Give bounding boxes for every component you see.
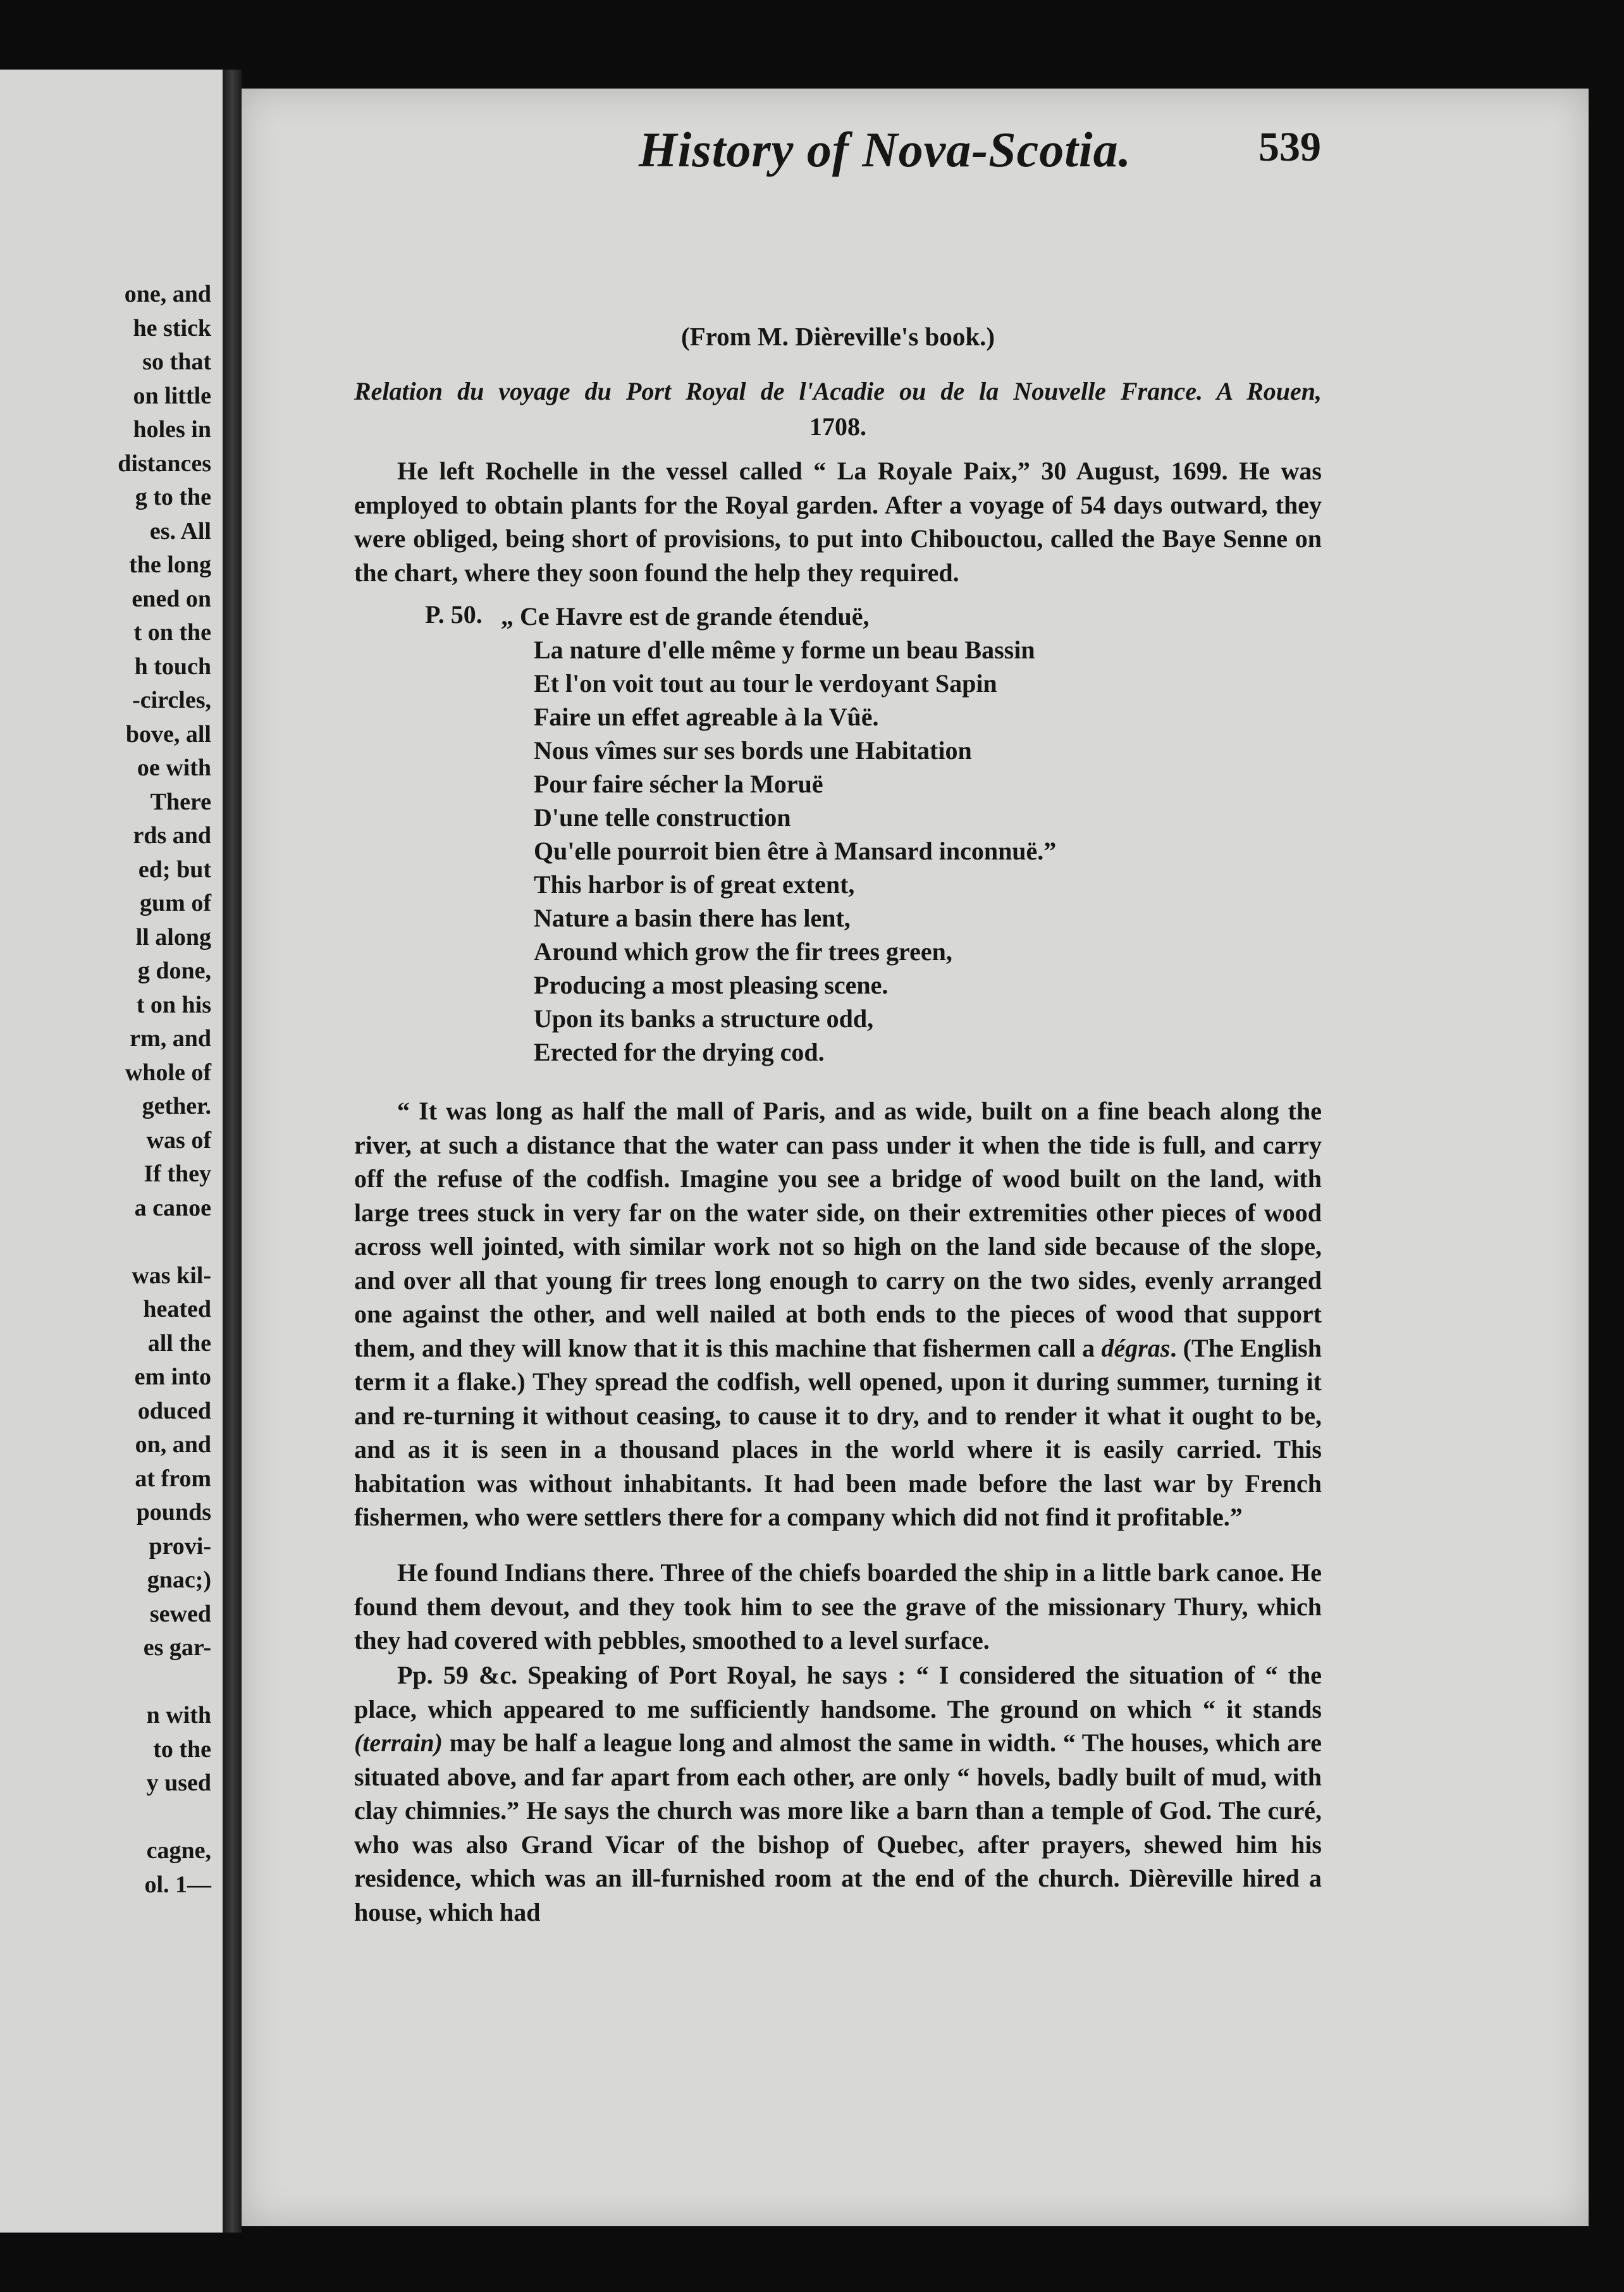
paragraph-text: may be half a league long and almost the same in width. “ The houses, which are situated above, and far apart from each other, are only “ hovels, badly built of mud, with clay chimnies.” He says the church was more like a barn than a temple of God. The curé, who was also Grand Vicar of the bishop of Quebec, after prayers, shewed him his residence, which was an ill-furnished room at the end of the church. Dièreville hired a house, which had [354, 1728, 1322, 1926]
facing-page-line: was kil- [132, 1262, 211, 1289]
facing-page-line: ol. 1— [144, 1871, 211, 1898]
paragraph-indians: He found Indians there. Three of the chiefs boarded the ship in a little bark canoe. He found them devout, and they took him to see the grave of the missionary Thury, which they had covered with pebbles, smoothed to a level surface. [354, 1558, 1322, 1654]
facing-page-line: rm, and [130, 1025, 211, 1052]
facing-page-line: h touch [134, 653, 211, 680]
verse-line: D'une telle construction [534, 803, 791, 832]
verse-block [425, 600, 1056, 1069]
verse-line: Et l'on voit tout au tour le verdoyant Sapin [534, 669, 997, 698]
facing-page-line: sewed [149, 1600, 211, 1627]
facing-page-line: ed; but [138, 856, 211, 883]
facing-page-line: on, and [135, 1431, 211, 1458]
facing-page-line: pounds [136, 1499, 211, 1525]
facing-page-line: g to the [135, 484, 211, 510]
facing-page-line: so that [142, 348, 211, 375]
facing-page-line: on little [133, 382, 211, 409]
facing-page-line: es gar- [143, 1634, 211, 1661]
facing-page-line: a canoe [134, 1194, 211, 1221]
french-term: (terrain) [354, 1728, 443, 1757]
source-heading: (From M. Dièreville's book.) [680, 322, 995, 351]
paragraph-text: . (The English term it a flake.) They spread the codfish, well opened, upon it during summer, turning it and re-turning it without ceasing, to cause it to dry, and to render it what it ought to be, and as it is seen in a thousand places in the world where it is easily carried. This habitation was without inhabitants. It had been made before the last war by French fishermen, who were settlers there for a company which did not find it profitable.” [354, 1333, 1322, 1531]
facing-page-line: was of [146, 1126, 211, 1154]
facing-page-line: es. All [149, 517, 211, 545]
verse-line: Upon its banks a structure odd, [534, 1004, 874, 1033]
facing-page-line: oe with [137, 755, 211, 781]
relation-year: 1708. [809, 412, 866, 441]
facing-page-line: cagne, [146, 1837, 211, 1864]
facing-page-line: provi- [149, 1532, 211, 1560]
relation-title: Relation du voyage du Port Royal de l'Acadie ou de la Nouvelle France. A Rouen, [354, 377, 1322, 405]
verse-line: Around which grow the fir trees green, [534, 937, 952, 966]
facing-page-line: at from [135, 1465, 211, 1492]
verse-line: This harbor is of great extent, [534, 870, 855, 899]
facing-page-line: There [150, 788, 211, 815]
verse-line: Erected for the drying cod. [534, 1038, 825, 1066]
facing-page-line: t on his [136, 991, 211, 1018]
facing-page-line: heated [143, 1296, 211, 1322]
paragraph-text: Pp. 59 &c. Speaking of Port Royal, he says : “ I considered the situation of “ the place, which appeared to me sufficiently handsome. The ground on which “ it stands [354, 1661, 1322, 1723]
facing-page-line: gum of [140, 890, 211, 916]
facing-page-line: g done, [137, 958, 211, 984]
facing-page-line: to the [153, 1735, 211, 1763]
running-title: History of Nova-Scotia. [639, 122, 1132, 177]
facing-page-line: the long [129, 551, 211, 578]
facing-page-line: rds and [133, 822, 211, 849]
facing-page-line: t on the [133, 619, 211, 646]
verse-line: La nature d'elle même y forme un beau Bassin [534, 636, 1035, 664]
facing-page-line: oduced [137, 1397, 211, 1424]
verse-line: Nature a basin there has lent, [534, 904, 851, 932]
paragraph-text: “ It was long as half the mall of Paris, and as wide, built on a fine beach along the river, at such a distance that the water can pass under it when the tide is full, and carry off the refuse of the codfish. Imagine you see a bridge of wood built on the land, with large trees stuck in very far on the water side, on their extremities other pieces of wood across well jointed, with similar work not so high on the land side because of the slope, and over all that young fir trees long enough to carry on the two sides, evenly arranged one against the other, and well nailed at both ends to the pieces of wood that support them, and they will know that it is this machine that fishermen call a [354, 1097, 1322, 1362]
facing-page-line: ened on [132, 585, 211, 612]
facing-page-line: y used [146, 1770, 211, 1796]
paragraph-port-royal [354, 1658, 1322, 1929]
facing-page-line: whole of [125, 1059, 211, 1086]
verse-line: Faire un effet agreable à la Vûë. [534, 703, 879, 731]
facing-page-line: n with [146, 1702, 211, 1728]
facing-page-line: one, and [124, 281, 211, 307]
facing-page-line: he stick [133, 314, 211, 342]
facing-page-line: -circles, [132, 687, 211, 713]
verse-line: Pour faire sécher la Moruë [534, 770, 823, 798]
facing-page-line: distances [118, 450, 211, 477]
paragraph-voyage: He left Rochelle in the vessel called “ La Royale Paix,” 30 August, 1699. He was employed to obtain plants for the Royal garden. After a voyage of 54 days outward, they were obliged, being short of provisions, to put into Chibouctou, called the Baye Senne on the chart, where they soon found the help they required. [354, 457, 1322, 587]
verse-line: Producing a most pleasing scene. [534, 971, 889, 999]
french-term: dégras [1101, 1333, 1171, 1362]
verse-line: „ Ce Havre est de grande étenduë, [501, 602, 870, 631]
page-number: 539 [1258, 124, 1321, 170]
verse-line: Qu'elle pourroit bien être à Mansard inconnuë.” [534, 837, 1057, 865]
facing-page-line: all the [147, 1329, 211, 1357]
facing-page-line: holes in [133, 416, 211, 443]
facing-page-line: gnac;) [147, 1567, 211, 1593]
facing-page-line: bove, all [125, 720, 211, 748]
facing-page-line: ll along [135, 923, 211, 951]
facing-page-fragment [0, 70, 223, 2233]
facing-page-line: If they [144, 1161, 211, 1187]
facing-page-line: em into [134, 1364, 211, 1390]
verse-line: Nous vîmes sur ses bords une Habitation [534, 736, 972, 765]
book-gutter [223, 70, 242, 2233]
verse-reference: P. 50. [425, 600, 483, 629]
paragraph-drying-stage [354, 1094, 1322, 1534]
facing-page-line: gether. [142, 1093, 211, 1119]
